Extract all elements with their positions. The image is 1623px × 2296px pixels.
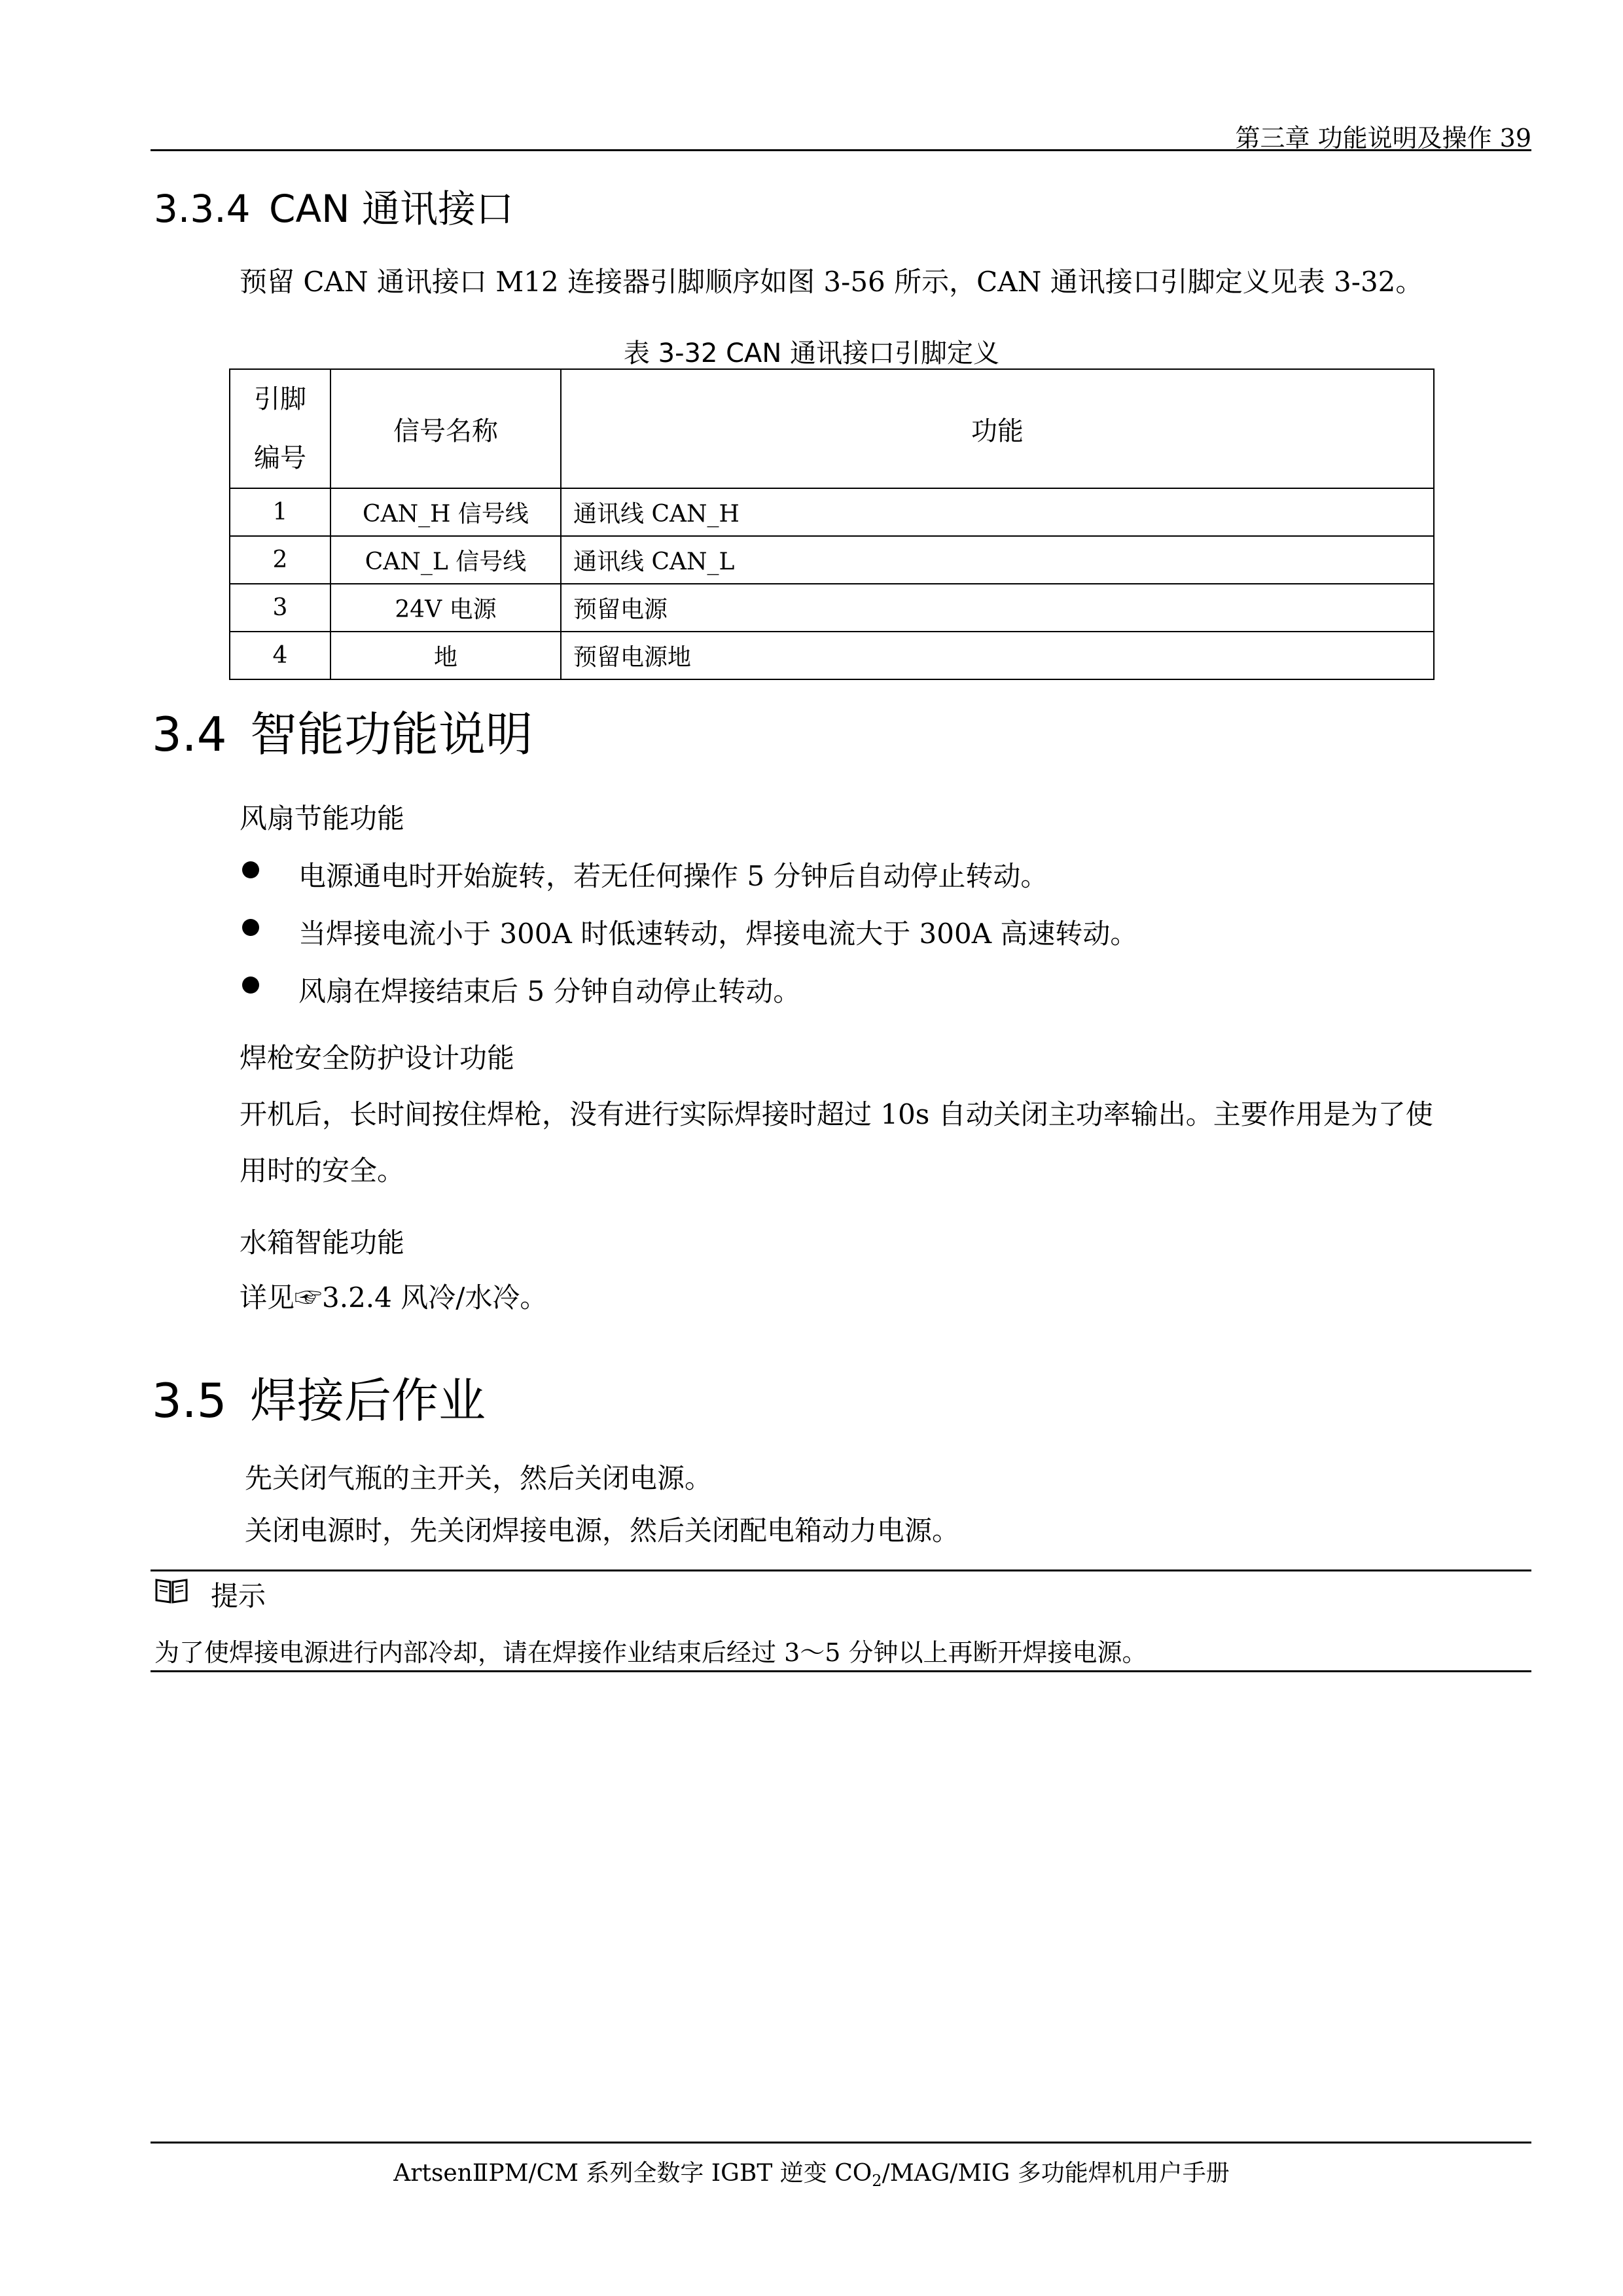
- cell-signal: CAN_L 信号线: [330, 536, 561, 584]
- table-row: [230, 536, 1434, 584]
- water-tank-text: 详见☞3.2.4 风冷/水冷。: [240, 1282, 548, 1314]
- table-header-row: [230, 369, 1434, 488]
- bullet-icon: [242, 861, 259, 878]
- table-caption: 表 3-32 CAN 通讯接口引脚定义: [623, 338, 1000, 368]
- header-pin-line1: 引脚: [254, 384, 306, 414]
- tip-text: 为了使焊接电源进行内部冷却，请在焊接作业结束后经过 3～5 分钟以上再断开焊接电源。: [154, 1638, 1147, 1667]
- table-row: [230, 584, 1434, 632]
- tip-top-rule: [151, 1570, 1531, 1571]
- cell-signal: 24V 电源: [330, 584, 561, 632]
- footer-title-part1: ArtsenⅡPM/CM 系列全数字 IGBT 逆变 CO: [393, 2160, 872, 2187]
- running-header: 第三章 功能说明及操作 39: [1235, 124, 1531, 152]
- header-signal-name: 信号名称: [330, 369, 561, 488]
- header-rule: [151, 149, 1531, 151]
- bullet-icon: [242, 919, 259, 936]
- cell-function: 预留电源: [561, 584, 1434, 632]
- section-number: 3.3.4: [154, 187, 251, 231]
- cell-pin: 3: [230, 584, 330, 632]
- section-number: 3.4: [152, 707, 227, 762]
- table-row: [230, 488, 1434, 536]
- tip-label: 提示: [211, 1580, 266, 1612]
- footer-subscript: 2: [872, 2172, 882, 2191]
- footer-manual-title: [0, 2155, 1623, 2190]
- cell-signal: 地: [330, 632, 561, 679]
- section-3-5-heading: [152, 1363, 486, 1431]
- cell-signal: CAN_H 信号线: [330, 488, 561, 536]
- cell-function: 预留电源地: [561, 632, 1434, 679]
- bullet-icon: [242, 977, 259, 994]
- cell-function: 通讯线 CAN_L: [561, 536, 1434, 584]
- section-3-3-4-heading: [154, 178, 514, 233]
- header-pin-number: [230, 369, 330, 488]
- after-welding-line2: 关闭电源时，先关闭焊接电源，然后关闭配电箱动力电源。: [245, 1515, 960, 1547]
- section-title: 智能功能说明: [250, 707, 533, 762]
- can-pin-table: [229, 368, 1435, 680]
- book-icon: [154, 1576, 188, 1605]
- torch-safety-heading: 焊枪安全防护设计功能: [240, 1042, 515, 1074]
- header-function: 功能: [561, 369, 1434, 488]
- table-row: [230, 632, 1434, 679]
- cell-pin: 4: [230, 632, 330, 679]
- after-welding-line1: 先关闭气瓶的主开关，然后关闭电源。: [245, 1462, 713, 1494]
- header-pin-line2: 编号: [254, 443, 306, 473]
- torch-safety-text-line2: 用时的安全。: [240, 1155, 405, 1187]
- torch-safety-text-line1: 开机后，长时间按住焊枪，没有进行实际焊接时超过 10s 自动关闭主功率输出。主要作用是为了使: [240, 1098, 1433, 1130]
- section-3-4-heading: [152, 696, 533, 764]
- cell-pin: 2: [230, 536, 330, 584]
- cell-function: 通讯线 CAN_H: [561, 488, 1434, 536]
- bullet-text: 风扇在焊接结束后 5 分钟自动停止转动。: [298, 975, 801, 1007]
- cell-pin: 1: [230, 488, 330, 536]
- fan-heading: 风扇节能功能: [240, 802, 405, 834]
- bullet-text: 当焊接电流小于 300A 时低速转动，焊接电流大于 300A 高速转动。: [298, 918, 1138, 950]
- footer-rule: [151, 2142, 1531, 2144]
- section-title: 焊接后作业: [250, 1373, 486, 1428]
- section-number: 3.5: [152, 1373, 227, 1428]
- footer-title-part2: /MAG/MIG 多功能焊机用户手册: [882, 2160, 1230, 2187]
- section-title: CAN 通讯接口: [269, 187, 514, 231]
- can-intro-paragraph: 预留 CAN 通讯接口 M12 连接器引脚顺序如图 3-56 所示，CAN 通讯接口引脚定义见表 3-32。: [240, 266, 1423, 298]
- tip-bottom-rule: [151, 1670, 1531, 1672]
- bullet-text: 电源通电时开始旋转，若无任何操作 5 分钟后自动停止转动。: [298, 860, 1048, 892]
- water-tank-heading: 水箱智能功能: [240, 1227, 405, 1259]
